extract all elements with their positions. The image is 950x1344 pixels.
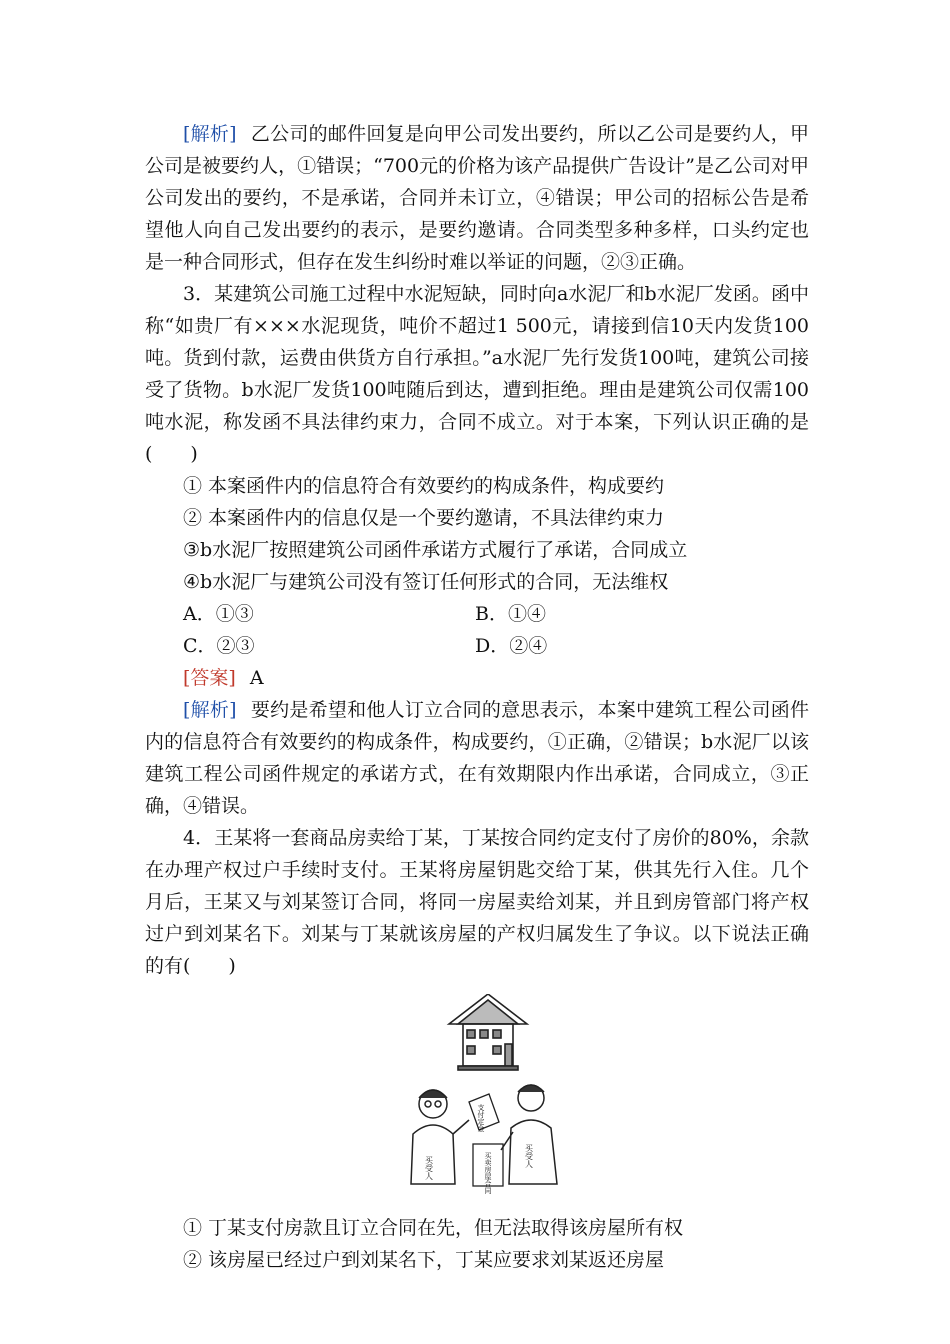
explanation-tag: [解析] [183, 699, 237, 721]
document-content [145, 118, 809, 1276]
q2-explanation [145, 118, 809, 278]
right-buyer-figure [501, 1085, 557, 1184]
q3-item-3: ③b水泥厂按照建筑公司函件承诺方式履行了承诺，合同成立 [183, 539, 688, 561]
q3-option-d: D．②④ [475, 635, 548, 657]
answer-tag: [答案] [183, 667, 236, 689]
q3-item-1: ① 本案函件内的信息符合有效要约的构成条件，构成要约 [183, 475, 665, 497]
right-buyer-label: 买受人 [524, 1144, 534, 1168]
q3-explanation [145, 694, 809, 822]
q4-figure [145, 994, 809, 1204]
deposit-paper-label: 支付定金 [477, 1104, 485, 1132]
left-buyer-figure [411, 1090, 469, 1184]
q3-options-row-2 [145, 630, 809, 662]
q3-options-row-1 [145, 598, 809, 630]
q4-stem: 4．王某将一套商品房卖给丁某，丁某按合同约定支付了房价的80%，余款在办理产权过户手续时支付。王某将房屋钥匙交给丁某，供其先行入住。几个月后，王某又与刘某签订合同，将同一房屋卖给刘某，并且到房管部门将产权过户到刘某名下。刘某与丁某就该房屋的产权归属发生了争议。以下说法正确的有( ) [145, 827, 809, 977]
q3-option-c: C．②③ [183, 635, 255, 657]
q3-item-2: ② 本案函件内的信息仅是一个要约邀请，不具法律约束力 [183, 507, 665, 529]
contract-label: 买卖房屋合同 [484, 1152, 492, 1194]
q2-explanation-text: 乙公司的邮件回复是向甲公司发出要约，所以乙公司是要约人，甲公司是被要约人，①错误；“700元的价格为该产品提供广告设计”是乙公司对甲公司发出的要约，不是承诺，合同并未订立，④错误；甲公司的招标公告是希望他人向自己发出要约的表示，是要约邀请。合同类型多种多样，口头约定也是一种合同形式，但存在发生纠纷时难以举证的问题，②③正确。 [145, 123, 809, 273]
q3-explanation-text: 要约是希望和他人订立合同的意思表示，本案中建筑工程公司函件内的信息符合有效要约的构成条件，构成要约，①正确，②错误；b水泥厂以该建筑工程公司函件规定的承诺方式，在有效期限内作出承诺，合同成立，③正确，④错误。 [145, 699, 809, 817]
left-buyer-label: 买受人 [424, 1156, 434, 1180]
q3-stem: 3．某建筑公司施工过程中水泥短缺，同时向a水泥厂和b水泥厂发函。函中称“如贵厂有×××水泥现货，吨价不超过1 500元，请接到信10天内发货100吨。货到付款，运费由供货方自行承担。”a水泥厂先行发货100吨，建筑公司接受了货物。b水泥厂发货100吨随后到达，遭到拒绝。理由是建筑公司仅需100吨水泥，称发函不具法律约束力，合同不成立。对于本案，下列认识正确的是( ) [145, 283, 809, 465]
house-icon [449, 994, 527, 1070]
explanation-tag: [解析] [183, 123, 237, 145]
q4-item-2: ② 该房屋已经过户到刘某名下，丁某应要求刘某返还房屋 [183, 1249, 665, 1271]
q3-answer-value: A [249, 667, 264, 689]
q3-answer [145, 662, 809, 694]
q3-item-4: ④b水泥厂与建筑公司没有签订任何形式的合同，无法维权 [183, 571, 669, 593]
q4-item-1: ① 丁某支付房款且订立合同在先，但无法取得该房屋所有权 [183, 1217, 684, 1239]
house-dispute-illustration [403, 994, 573, 1194]
q3-option-b: B．①④ [475, 603, 546, 625]
q3-option-a: A．①③ [183, 603, 254, 625]
